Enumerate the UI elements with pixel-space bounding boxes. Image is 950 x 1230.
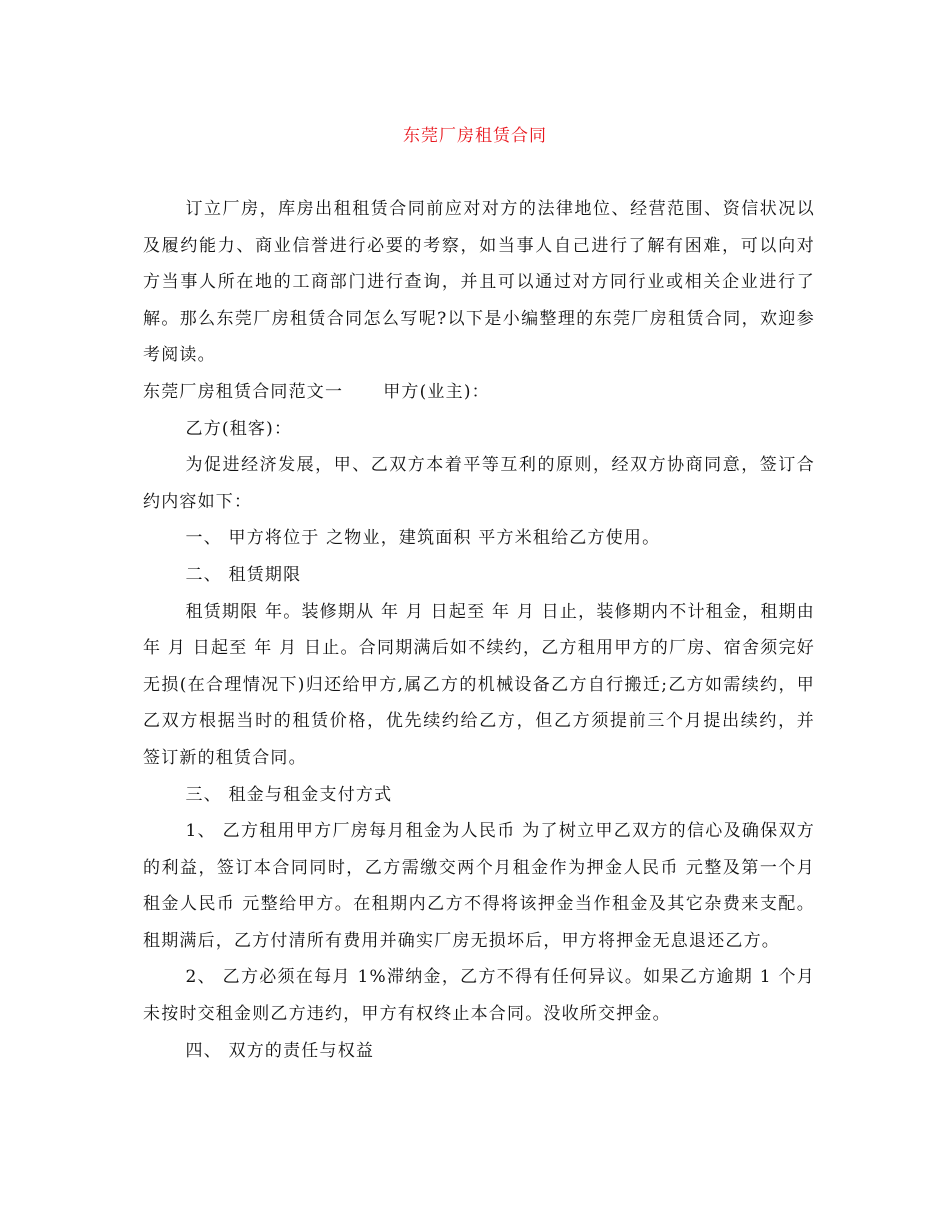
party-a-label: 甲方(业主)：	[383, 381, 490, 402]
clause-2-heading: 二、 租赁期限	[185, 564, 302, 585]
clause-4-heading: 四、 双方的责任与权益	[185, 1040, 375, 1061]
party-b-label: 乙方(租客)：	[185, 418, 293, 439]
clause-3-heading: 三、 租金与租金支付方式	[185, 784, 393, 805]
document-title: 东莞厂房租赁合同	[403, 126, 547, 146]
clause-1: 一、 甲方将位于 之物业，建筑面积 平方米租给乙方使用。	[185, 528, 661, 549]
sample-heading: 东莞厂房租赁合同范文一	[143, 381, 344, 402]
clause-3-item-2: 2、 乙方必须在每月 1%滞纳金，乙方不得有任何异议。如果乙方逾期 1 个月未按时交租金则乙方违约，甲方有权终止本合同。没收所交押金。	[143, 967, 815, 1025]
intro-paragraph: 订立厂房，库房出租租赁合同前应对对方的法律地位、经营范围、资信状况以及履约能力、商业信誉进行必要的考察，如当事人自己进行了解有困难，可以向对方当事人所在地的工商部门进行查询，并且可以通过对方同行业或相关企业进行了解。那么东莞厂房租赁合同怎么写呢?以下是小编整理的东莞厂房租赁合同，欢迎参考阅读。	[143, 199, 815, 366]
clause-2-body: 租赁期限 年。装修期从 年 月 日起至 年 月 日止，装修期内不计租金，租期由 年 月 日起至 年 月 日止。合同期满后如不续约，乙方租用甲方的厂房、宿舍须完好无损(在合理情况下)归还给甲方,属乙方的机械设备乙方自行搬迁;乙方如需续约，甲乙双方根据当时的租赁价格，优先续约给乙方，但乙方须提前三个月提出续约，并签订新的租赁合同。	[143, 601, 815, 768]
sample-heading-line	[143, 374, 815, 411]
clause-3-item-1: 1、 乙方租用甲方厂房每月租金为人民币 为了树立甲乙双方的信心及确保双方的利益，签订本合同同时，乙方需缴交两个月租金作为押金人民币 元整及第一个月租金人民币 元整给甲方。在租期内乙方不得将该押金当作租金及其它杂费来支配。租期满后，乙方付清所有费用并确实厂房无损坏后，甲方将押金无息退还乙方。	[143, 821, 815, 951]
preamble-paragraph: 为促进经济发展，甲、乙双方本着平等互利的原则，经双方协商同意，签订合约内容如下：	[143, 455, 815, 512]
document-body	[143, 191, 815, 1069]
